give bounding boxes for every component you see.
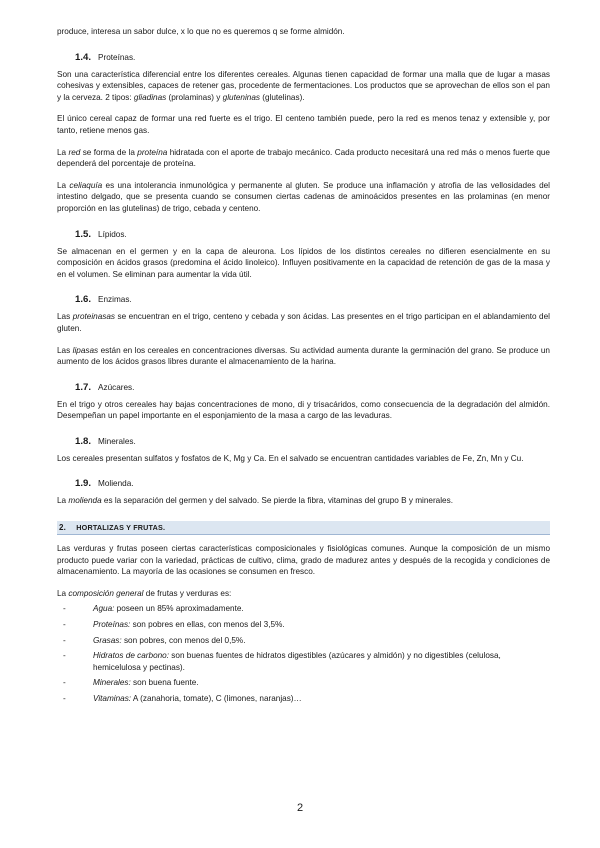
section-heading-proteinas <box>57 52 550 63</box>
text-run: La <box>57 180 70 190</box>
item-text: son pobres en ellas, con menos del 3,5%. <box>130 620 285 630</box>
italic-term: lipasas <box>72 345 99 355</box>
section-number: 1.5. <box>75 228 92 240</box>
italic-term: proteinasas <box>72 312 116 322</box>
item-label: Vitaminas: <box>93 694 132 703</box>
item-text: son buenas fuentes de hidratos digestibles (azúcares y almidón) y no digestibles (celulosa, hemicelulosa y pectinas). <box>93 651 501 672</box>
chapter-number: 2. <box>59 523 67 533</box>
paragraph: El único cereal capaz de formar una red fuerte es el trigo. El centeno también puede, pero la red es menos tenaz y extensible y, por tanto, retiene menos gas. <box>57 114 550 135</box>
text-run: Las <box>57 312 73 322</box>
list-item <box>57 619 550 631</box>
text-run: (glutelinas). <box>259 92 305 102</box>
text-run: (prolaminas) y <box>166 92 223 102</box>
text-run: de frutas y verduras es: <box>143 588 232 598</box>
text-run: es una intolerancia inmunológica y permanente al gluten. Se produce una inflamación y atrofia de las vellosidades del intestino delgado, que se presenta cuando se consumen ciertas cadenas de aminoácidos presentes en las prolaminas (en menor proporción en las glutelinas) de trigo, cebada y centeno. <box>57 180 550 213</box>
item-text: son buena fuente. <box>130 678 199 688</box>
item-label: Minerales: <box>93 678 131 688</box>
text-run: se forma de la <box>80 147 138 157</box>
paragraph: Las verduras y frutas poseen ciertas características composicionales y fisiológicas comunes. Aunque la composición de un mismo producto puede variar con la variedad, prácticas de cultivo, clima, grado de madurez antes y después de la recogida y condiciones de almacenamiento. La mayoría de las ocasiones se consumen en fresco. <box>57 544 550 577</box>
italic-term: molienda <box>68 496 102 506</box>
item-label: Hidratos de carbono: <box>93 651 170 661</box>
document-page <box>57 26 550 709</box>
paragraph: Los cereales presentan sulfatos y fosfatos de K, Mg y Ca. En el salvado se encuentran cantidades variables de Fe, Zn, Mn y Cu. <box>57 453 524 463</box>
text-run: Son una característica diferencial entre los diferentes cereales. Algunas tienen capacidad de formar una malla que de lugar a masas cohesivas y extensibles, capaces de retener gas, procedente de fermentaciones. Los productos que se aprovechan de ellos son el pan y la cerveza. 2 tipos: <box>57 69 550 102</box>
list-dash: - <box>63 694 66 703</box>
text-run: Las <box>57 345 73 355</box>
chapter-heading-hortalizas <box>57 521 550 535</box>
section-number: 1.9. <box>75 478 92 490</box>
text-run: hidratada con el aporte de trabajo mecánico. Cada producto necesitará una red más o menos fuerte que dependerá del porcentaje de proteína. <box>57 147 550 169</box>
paragraph <box>57 69 550 104</box>
item-label: Agua: <box>93 604 115 614</box>
section-heading-enzimas <box>57 294 550 305</box>
list-dash: - <box>63 678 66 688</box>
section-heading-lipidos <box>57 229 550 240</box>
item-text: son pobres, con menos del 0,5%. <box>121 635 246 645</box>
italic-term: red <box>68 147 81 157</box>
paragraph <box>57 311 550 334</box>
list-dash: - <box>63 620 66 630</box>
list-item <box>57 677 550 689</box>
italic-term: gluteninas <box>222 92 260 102</box>
paragraph <box>57 495 550 507</box>
list-dash: - <box>63 651 66 661</box>
section-title: Azúcares. <box>98 382 135 392</box>
italic-term: gliadinas <box>133 92 167 102</box>
list-item <box>57 635 550 647</box>
list-item <box>57 650 550 673</box>
paragraph <box>57 345 550 368</box>
list-dash: - <box>63 604 66 614</box>
composition-list <box>57 603 550 704</box>
italic-term: celiaquía <box>69 180 103 190</box>
italic-term: composición general <box>68 588 144 598</box>
paragraph <box>57 588 550 600</box>
paragraph: En el trigo y otros cereales hay bajas concentraciones de mono, di y trisacáridos, como consecuencia de la degradación del almidón. Desempeñan un papel importante en el esponjamiento de la masa a cargo de las levaduras. <box>57 399 550 421</box>
section-title: Lípidos. <box>98 229 127 239</box>
section-number: 1.7. <box>75 381 92 393</box>
chapter-title: HORTALIZAS Y FRUTAS. <box>76 523 166 533</box>
section-heading-azucares <box>57 382 550 393</box>
page-number: 2 <box>296 802 304 814</box>
section-number: 1.6. <box>75 294 92 306</box>
section-title: Molienda. <box>98 479 134 489</box>
text-run: La <box>57 147 69 157</box>
section-heading-molienda <box>57 478 550 489</box>
italic-term: proteína <box>137 147 168 157</box>
text-run: La <box>57 588 69 598</box>
item-label: Proteínas: <box>93 620 131 630</box>
section-title: Minerales. <box>98 436 136 446</box>
text-run: La <box>57 496 69 506</box>
section-number: 1.8. <box>75 435 92 447</box>
text-run: están en los cereales en concentraciones diversas. Su actividad aumenta durante la germinación del grano. Se produce un aumento de los ácidos grasos libres durante el almacenamiento de la harina. <box>57 345 550 367</box>
list-item <box>57 693 550 705</box>
list-item <box>57 603 550 615</box>
list-dash: - <box>63 635 66 645</box>
paragraph <box>57 147 550 170</box>
text-run: se encuentran en el trigo, centeno y cebada y son ácidas. Las presentes en el trigo participan en el ablandamiento del gluten. <box>57 312 550 333</box>
section-heading-minerales <box>57 436 550 447</box>
text-run: es la separación del germen y del salvado. Se pierde la fibra, vitaminas del grupo B y minerales. <box>101 496 453 506</box>
item-text: A (zanahoria, tomate), C (limones, naranjas)… <box>131 694 302 703</box>
intro-paragraph: produce, interesa un sabor dulce, x lo que no es queremos q se forme almidón. <box>57 27 345 36</box>
section-title: Proteínas. <box>98 52 136 62</box>
item-text: poseen un 85% aproximadamente. <box>114 604 244 614</box>
section-number: 1.4. <box>75 51 92 63</box>
paragraph <box>57 180 550 215</box>
section-title: Enzimas. <box>98 295 132 305</box>
item-label: Grasas: <box>93 635 122 645</box>
paragraph: Se almacenan en el germen y en la capa de aleurona. Los lípidos de los distintos cereales no difieren esencialmente en su composición en ácidos grasos (predomina el ácido linoleico). Influyen positivamente en la capacidad de retención de gas de la masa y en el volumen. Se eliminan para aumentar la vida útil. <box>57 246 550 279</box>
